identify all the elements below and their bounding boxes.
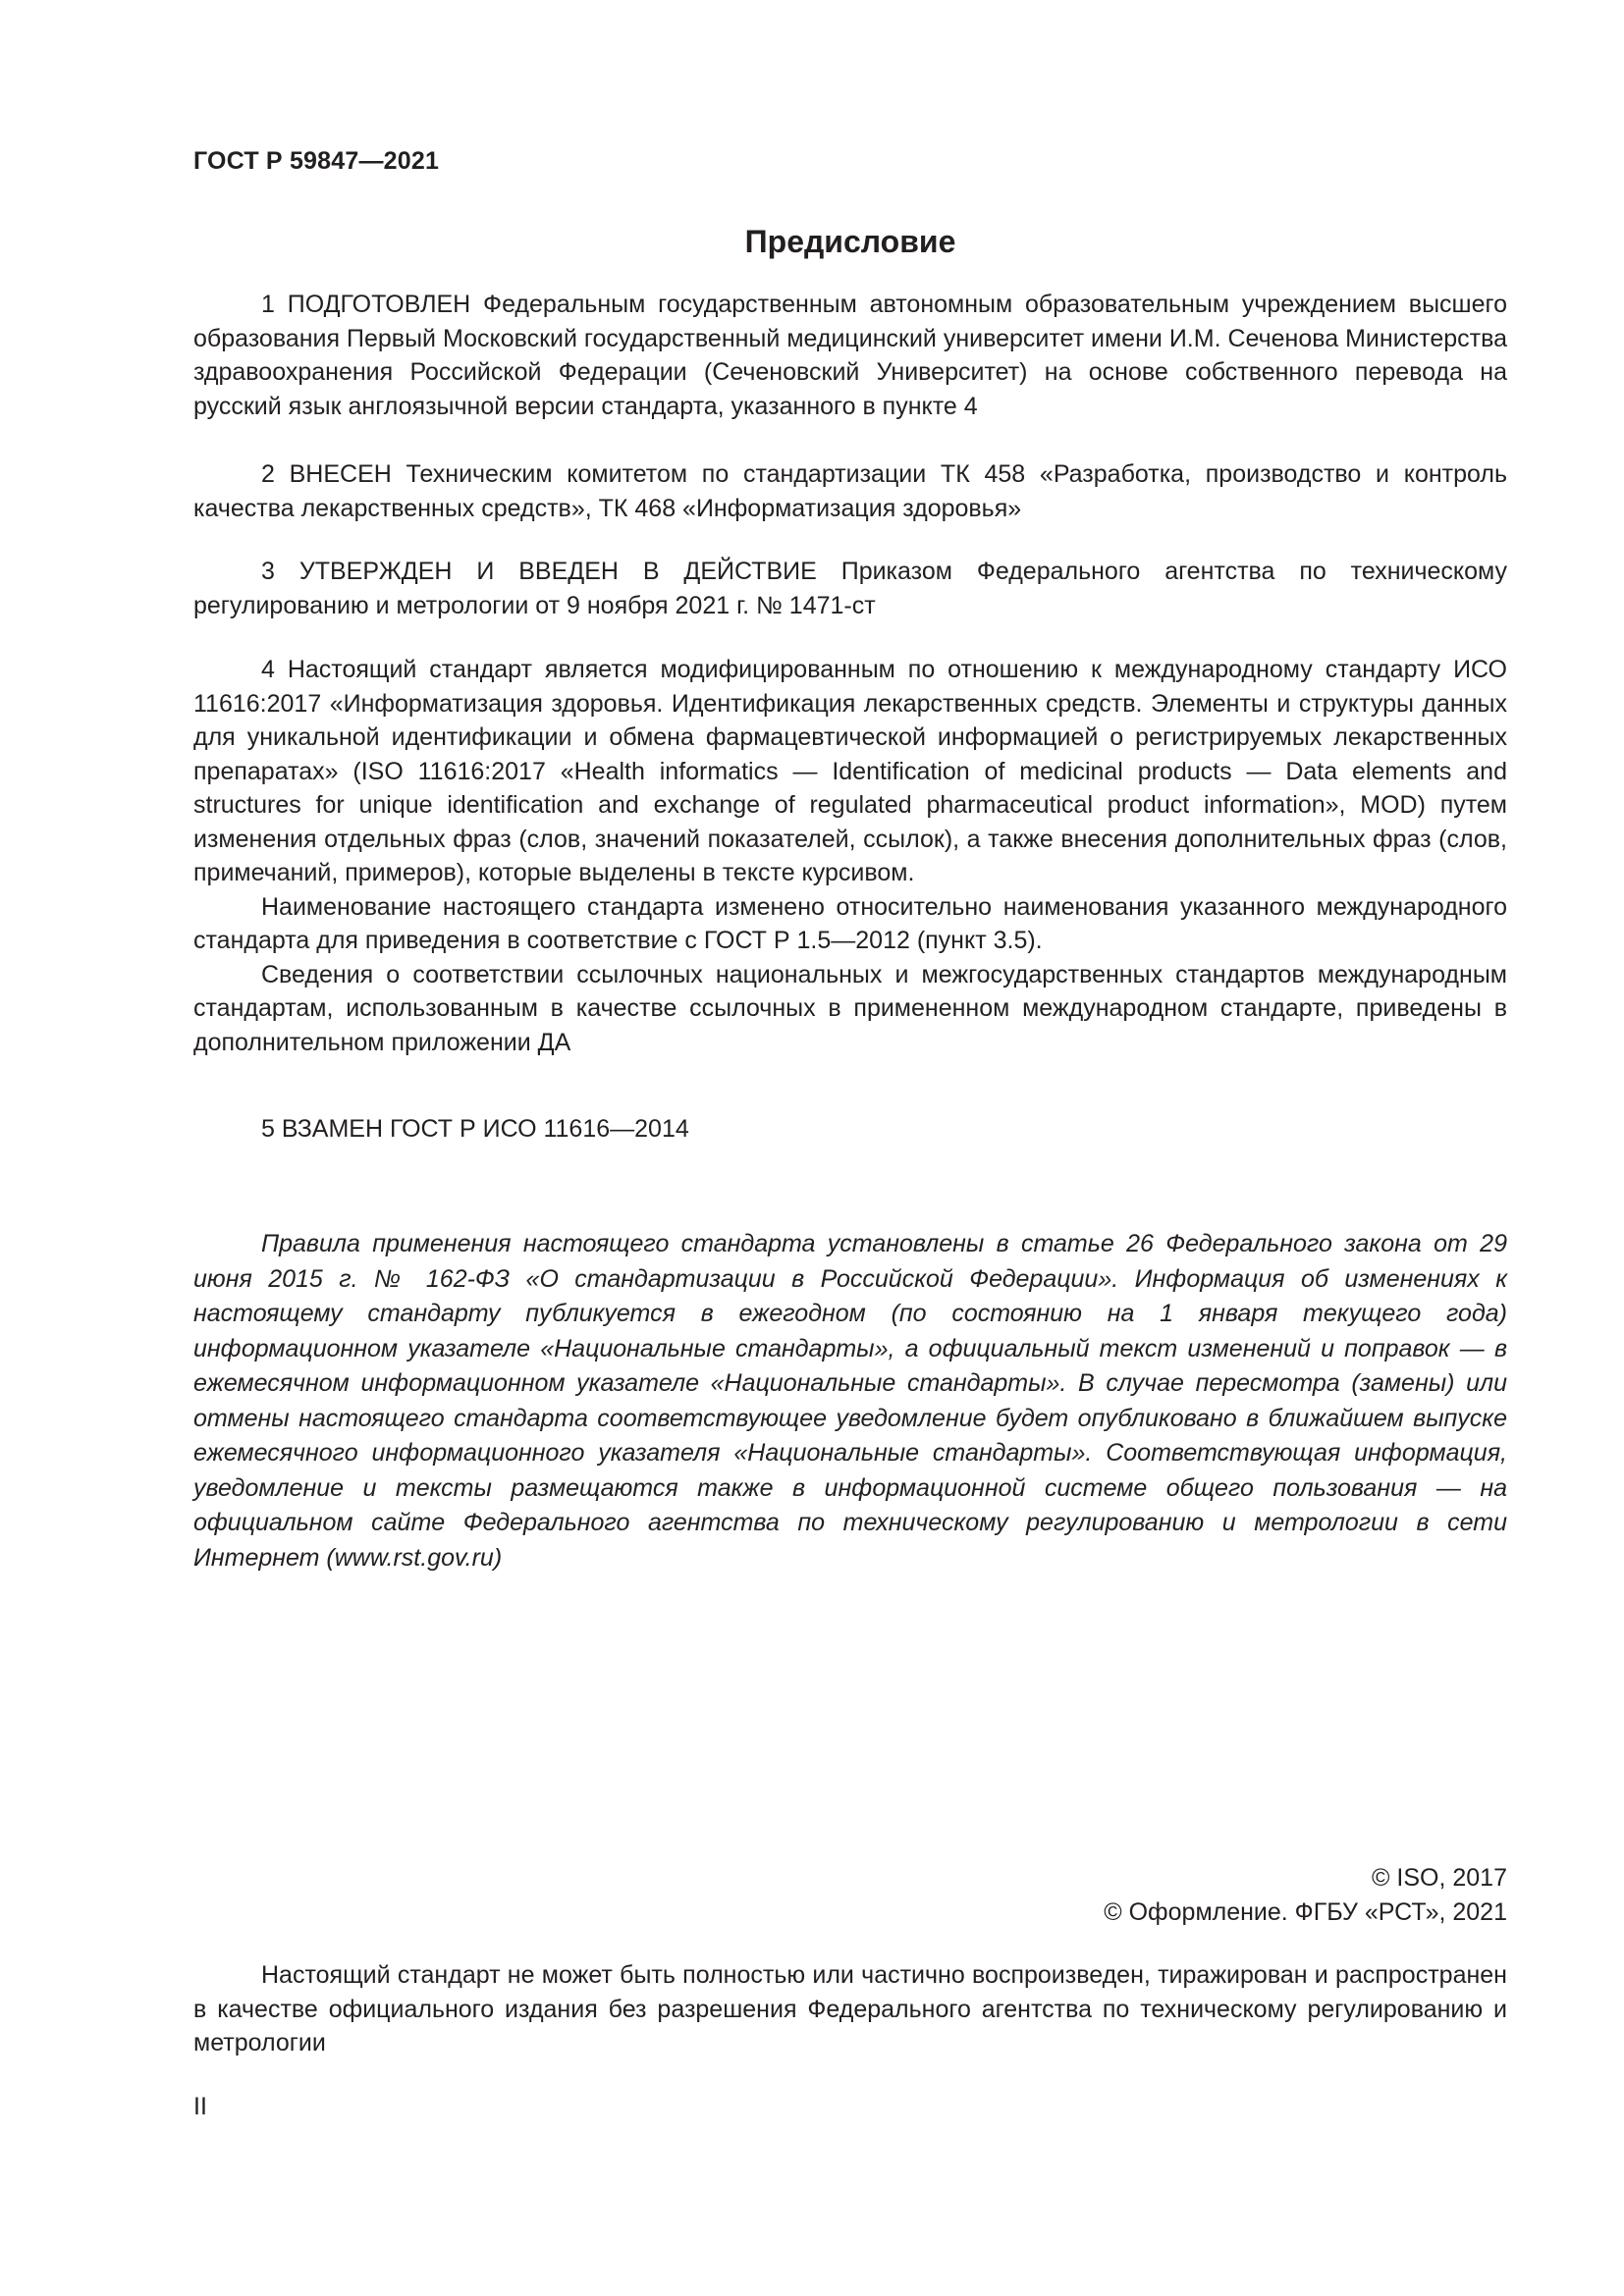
document-code: ГОСТ Р 59847—2021	[193, 147, 440, 175]
copyright-rst: © Оформление. ФГБУ «РСТ», 2021	[1104, 1898, 1507, 1926]
application-rules-notice	[193, 1227, 1507, 1575]
page-title: Предисловие	[744, 224, 956, 259]
reproduction-notice	[193, 1958, 1507, 2060]
preface-paragraph: 2 ВНЕСЕН Техническим комитетом по стандартизации ТК 458 «Разработка, производство и контроль качества лекарственных средств», ТК 468 «Информатизация здоровья»	[193, 460, 1507, 522]
preface-paragraph: 1 ПОДГОТОВЛЕН Федеральным государственным автономным образовательным учреждением высшего образования Первый Московский государственный медицинский университет имени И.М. Сеченова Министерства здравоохранения Российской Федерации (Сеченовский Университет) на основе собственного перевода на русский язык англоязычной версии стандарта, указанного в пункте 4	[193, 291, 1507, 420]
preface-item-5	[193, 1112, 1507, 1147]
page-number: II	[193, 2093, 207, 2120]
copyright-iso: © ISO, 2017	[1372, 1864, 1507, 1892]
preface-paragraph: 3 УТВЕРЖДЕН И ВВЕДЕН В ДЕЙСТВИЕ Приказом Федерального агентства по техническому регулированию и метрологии от 9 ноября 2021 г. № 1471-ст	[193, 558, 1507, 619]
preface-item-1	[193, 288, 1507, 423]
copyright-block	[1104, 1861, 1507, 1930]
preface-item-3	[193, 555, 1507, 622]
preface-paragraph: Сведения о соответствии ссылочных национальных и межгосударственных стандартов международным стандартам, использованным в качестве ссылочных в примененном международном стандарте, приведены в дополнительном приложении ДА	[193, 960, 1507, 1056]
preface-paragraph: Наименование настоящего стандарта изменено относительно наименования указанного международного стандарта для приведения в соответствие с ГОСТ Р 1.5—2012 (пункт 3.5).	[193, 892, 1507, 954]
reproduction-paragraph: Настоящий стандарт не может быть полностью или частично воспроизведен, тиражирован и распространен в качестве официального издания без разрешения Федерального агентства по техническому регулированию и метрологии	[193, 1961, 1507, 2056]
preface-item-2	[193, 457, 1507, 525]
notice-paragraph: Правила применения настоящего стандарта установлены в статье 26 Федерального закона от 29 июня 2015 г. № 162-ФЗ «О стандартизации в Российской Федерации». Информация об изменениях к настоящему стандарту публикуется в ежегодном (по состоянию на 1 января текущего года) информационном указателе «Национальные стандарты», а официальный текст изменений и поправок — в ежемесячном информационном указателе «Национальные стандарты». В случае пересмотра (замены) или отмены настоящего стандарта соответствующее уведомление будет опубликовано в ближайшем выпуске ежемесячного информационного указателя «Национальные стандарты». Соответствующая информация, уведомление и тексты размещаются также в информационной системе общего пользования — на официальном сайте Федерального агентства по техническому регулированию и метрологии в сети Интернет (www.rst.gov.ru)	[193, 1230, 1507, 1572]
preface-paragraph: 5 ВЗАМЕН ГОСТ Р ИСО 11616—2014	[261, 1115, 689, 1143]
preface-item-4	[193, 653, 1507, 1059]
preface-paragraph: 4 Настоящий стандарт является модифицированным по отношению к международному стандарту ИСО 11616:2017 «Информатизация здоровья. Идентификация лекарственных средств. Элементы и структуры данных для уникальной идентификации и обмена фармацевтической информацией о регистрируемых лекарственных препаратах» (ISO 11616:2017 «Health informatics — Identification of medicinal products — Data elements and structures for unique identification and exchange of regulated pharmaceutical product information», MOD) путем изменения отдельных фраз (слов, значений показателей, ссылок), а также внесения дополнительных фраз (слов, примечаний, примеров), которые выделены в тексте курсивом.	[193, 656, 1507, 886]
